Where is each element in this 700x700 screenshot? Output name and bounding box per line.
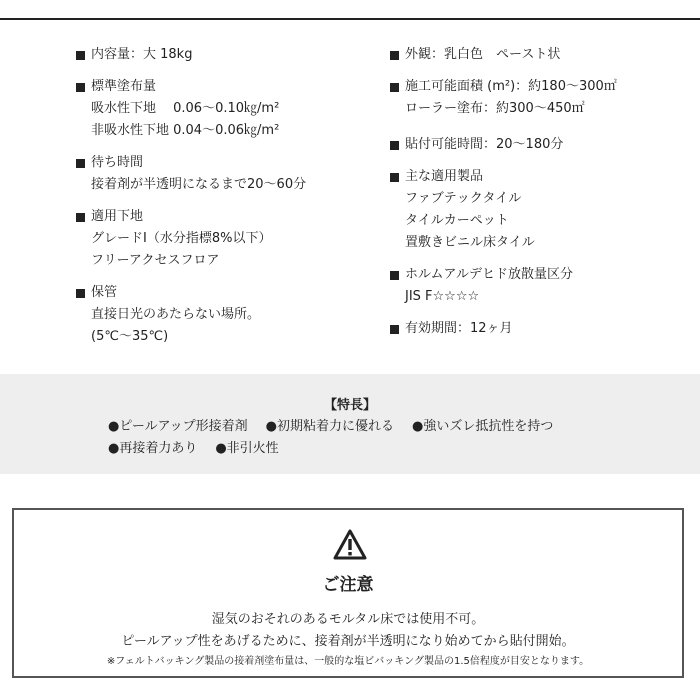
bullet-square-icon — [390, 83, 399, 92]
bullet-square-icon — [390, 271, 399, 280]
spec-item-formaldehyde — [390, 264, 690, 308]
feature-item: ●非引火性 — [215, 441, 279, 456]
spec-item-appearance — [390, 44, 690, 66]
spec-item-wait-time — [76, 152, 366, 196]
spec-column-left — [76, 44, 366, 358]
spec-item-content — [76, 44, 366, 66]
feature-item: ●再接着力あり — [108, 441, 198, 456]
spec-label: 標準塗布量 — [91, 79, 157, 94]
features-row — [0, 438, 700, 460]
spec-label: 外観：乳白色 ペースト状 — [405, 47, 561, 62]
bullet-square-icon — [76, 83, 85, 92]
features-panel — [0, 374, 700, 474]
spec-detail: ローラー塗布：約300〜450㎡ — [405, 101, 585, 116]
spec-item-substrate — [76, 206, 366, 272]
caution-line: 湿気のおそれのあるモルタル床では使用不可。 — [211, 612, 485, 627]
feature-item: ●強いズレ抵抗性を持つ — [412, 419, 554, 434]
top-divider — [0, 18, 700, 20]
caution-title: ご注意 — [322, 575, 374, 595]
spec-item-products — [390, 166, 690, 254]
caution-note: ※フェルトバッキング製品の接着剤塗布量は、一般的な塩ビバッキング製品の1.5倍程度が目安となります。 — [106, 656, 590, 667]
feature-item: ●初期粘着力に優れる — [265, 419, 394, 434]
spec-detail: 置敷きビニル床タイル — [405, 235, 535, 250]
bullet-square-icon — [76, 159, 85, 168]
spec-detail: 非吸水性下地 0.04〜0.06㎏/m² — [91, 123, 280, 138]
spec-label: 施工可能面積 (m²)：約180〜300㎡ — [405, 79, 617, 94]
bullet-square-icon — [390, 173, 399, 182]
spec-detail: タイルカーペット — [405, 213, 509, 228]
features-title: 【特長】 — [323, 398, 376, 413]
spec-label: 待ち時間 — [91, 155, 144, 170]
spec-item-coverage — [76, 76, 366, 142]
spec-label: 保管 — [91, 285, 118, 300]
spec-label: ホルムアルデヒド放散量区分 — [405, 267, 573, 282]
spec-item-storage — [76, 282, 366, 348]
warning-triangle-icon — [332, 528, 368, 562]
caution-line: ピールアップ性をあげるために、接着剤が半透明になり始めてから貼付開始。 — [121, 634, 575, 649]
spec-label: 有効期間：12ヶ月 — [405, 321, 513, 336]
spec-label: 主な適用製品 — [405, 169, 484, 184]
spec-item-shelf-life — [390, 318, 690, 340]
bullet-square-icon — [76, 289, 85, 298]
spec-detail: ファブテックタイル — [405, 191, 522, 206]
bullet-square-icon — [76, 213, 85, 222]
bullet-square-icon — [390, 141, 399, 150]
spec-label: 適用下地 — [91, 209, 144, 224]
feature-item: ●ピールアップ形接着剤 — [108, 419, 248, 434]
spec-label: 内容量：大 18kg — [91, 47, 193, 62]
caution-box — [12, 508, 684, 678]
spec-detail: 直接日光のあたらない場所。 — [91, 307, 261, 322]
features-row — [0, 416, 700, 438]
spec-detail: JIS F☆☆☆☆ — [405, 289, 480, 304]
bullet-square-icon — [390, 325, 399, 334]
spec-item-area — [390, 76, 690, 120]
spec-item-open-time — [390, 134, 690, 156]
bullet-square-icon — [390, 51, 399, 60]
spec-detail: フリーアクセスフロア — [91, 253, 220, 268]
spec-detail: グレードⅠ（水分指標8%以下） — [91, 231, 272, 246]
spec-detail: 接着剤が半透明になるまで20〜60分 — [91, 177, 307, 192]
spec-label: 貼付可能時間：20〜180分 — [405, 137, 564, 152]
spec-column-right — [390, 44, 690, 350]
spec-detail: (5℃〜35℃) — [91, 329, 169, 344]
bullet-square-icon — [76, 51, 85, 60]
spec-detail: 吸水性下地 0.06〜0.10㎏/m² — [91, 101, 280, 116]
